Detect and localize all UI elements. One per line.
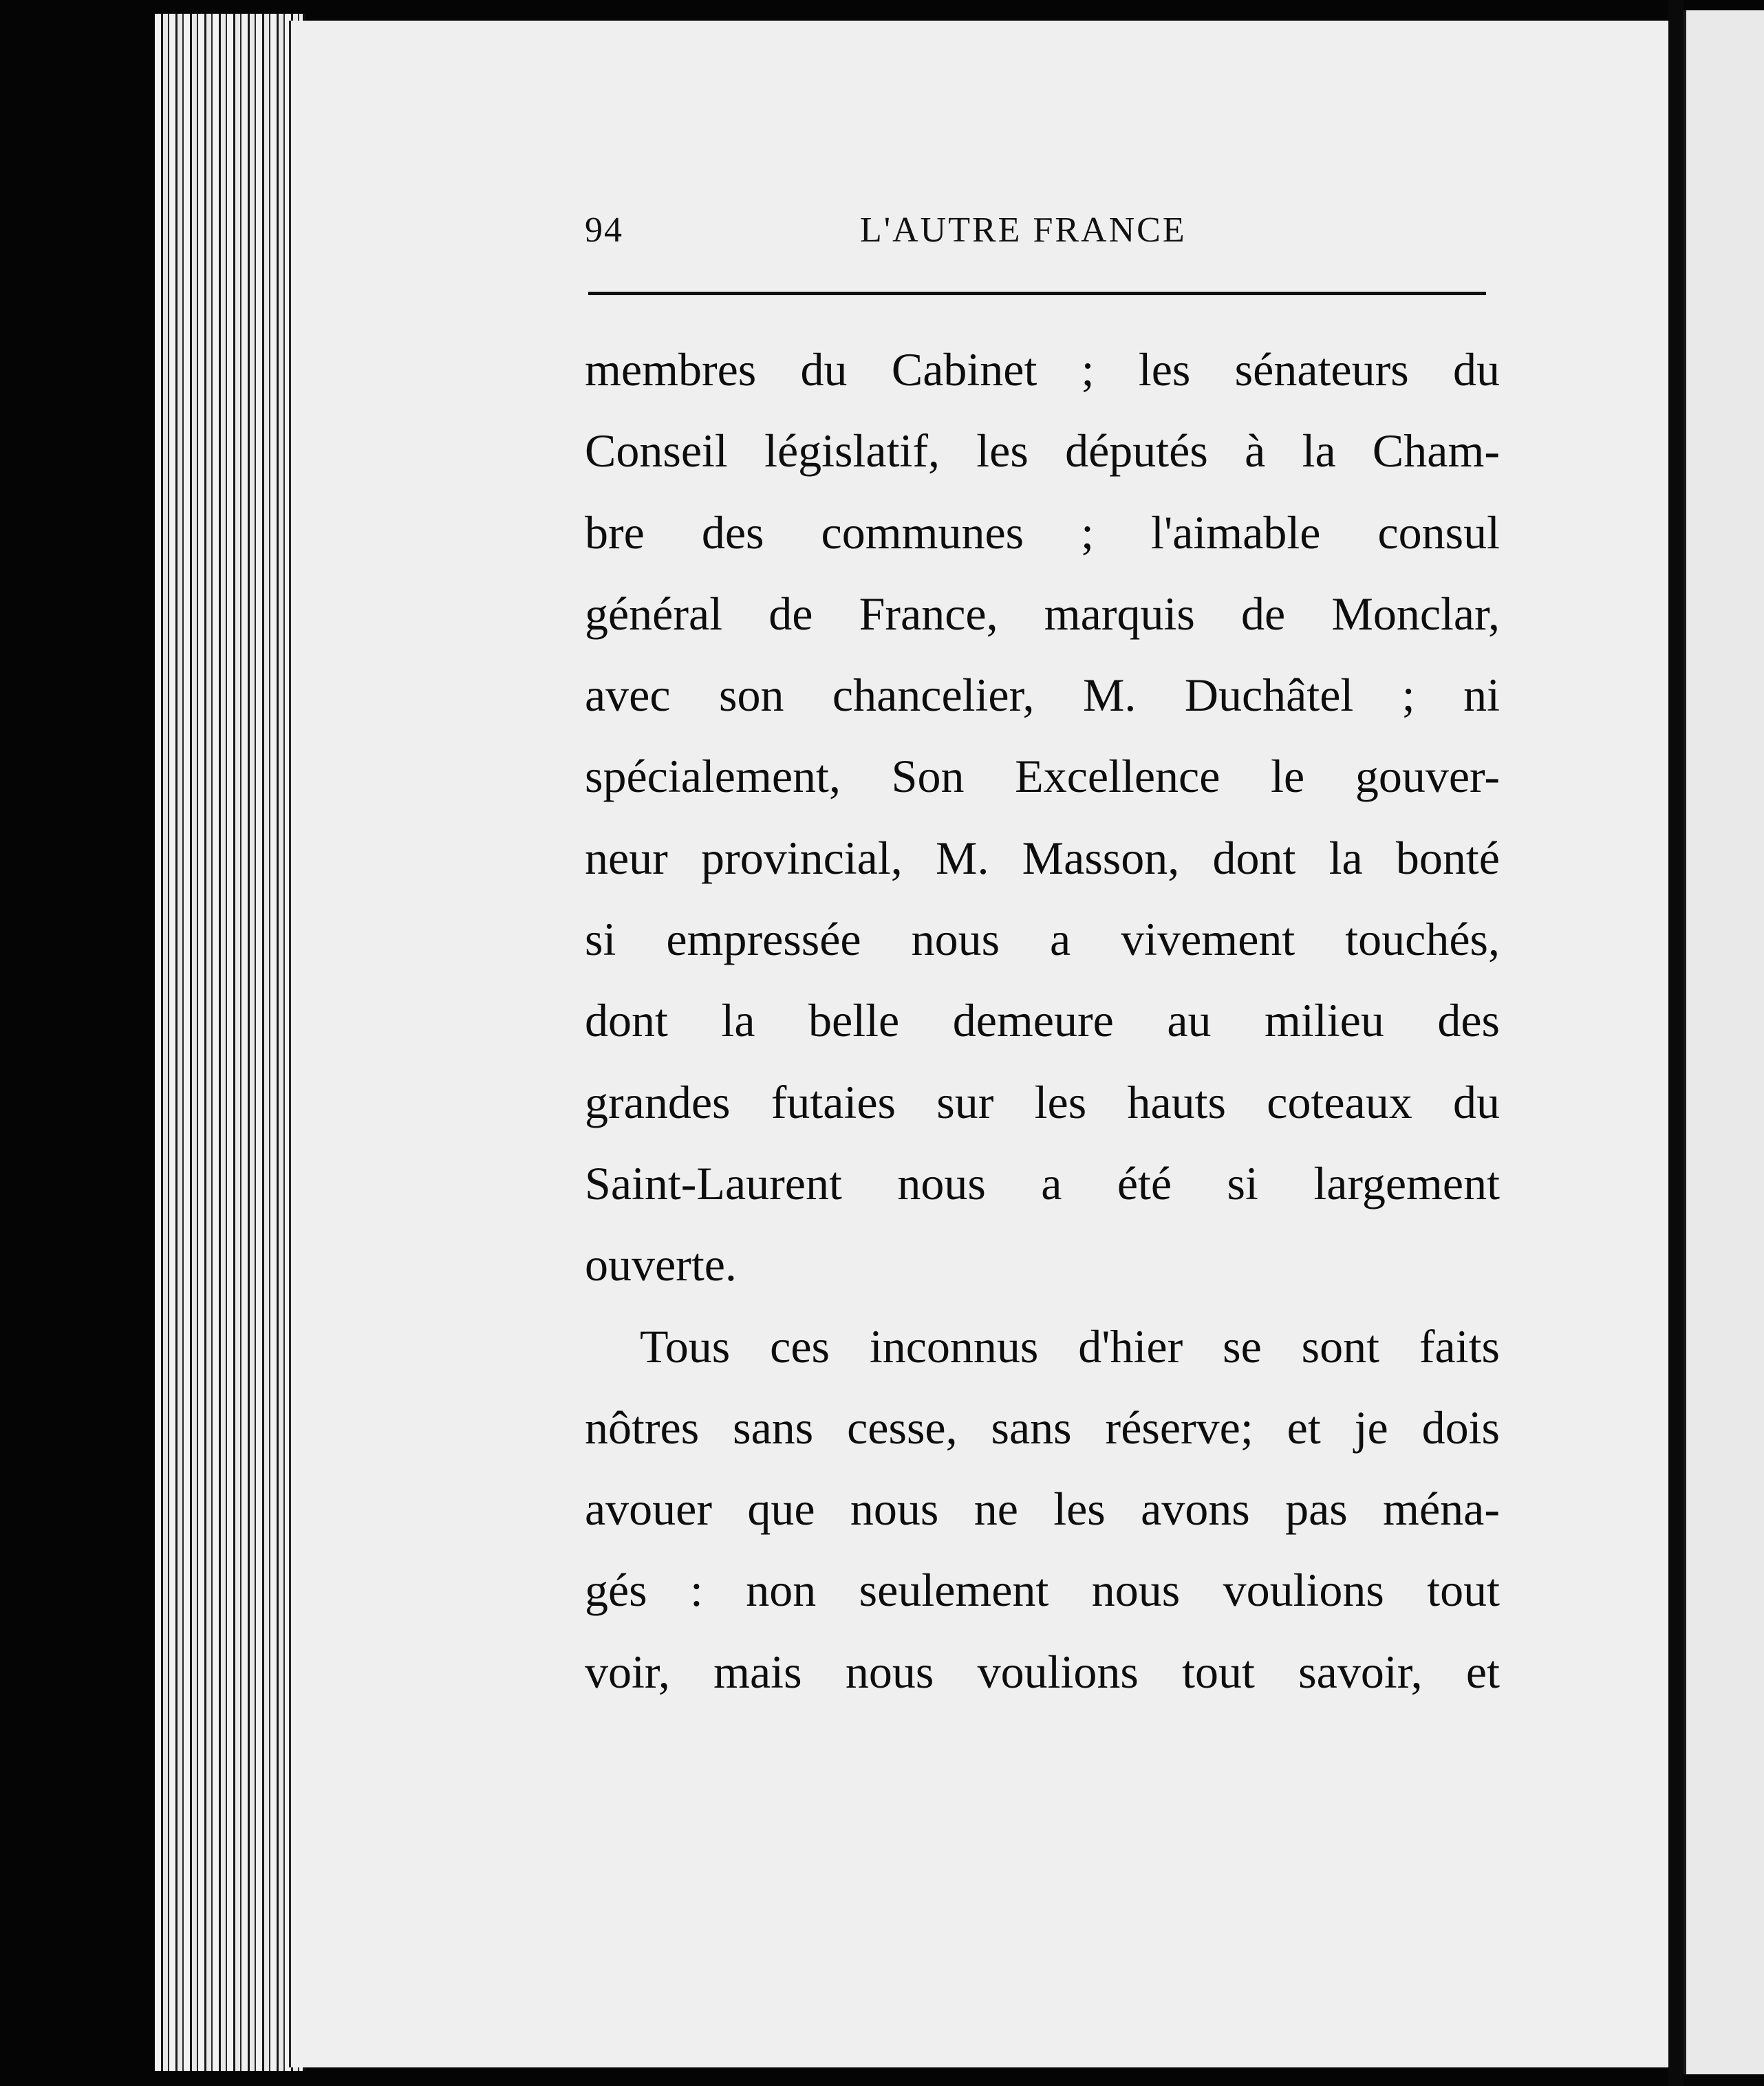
text-line: voir, mais nous voulions tout savoir, et — [585, 1645, 1500, 1698]
text-line: avec son chancelier, M. Duchâtel ; ni — [585, 669, 1500, 722]
text-line: spécialement, Son Excellence le gouver- — [585, 750, 1500, 803]
paragraph-end-line: ouverte. — [585, 1238, 737, 1291]
text-line: gés : non seulement nous voulions tout — [585, 1564, 1500, 1617]
running-title: L'AUTRE FRANCE — [860, 211, 1187, 250]
text-line: grandes futaies sur les hauts coteaux du — [585, 1075, 1500, 1128]
book-page-edges — [155, 14, 305, 2071]
text-line: dont la belle demeure au milieu des — [585, 994, 1500, 1047]
page-number: 94 — [585, 211, 623, 250]
paragraph-start-line: Tous ces inconnus d'hier se sont faits — [640, 1320, 1500, 1373]
header-rule — [588, 292, 1486, 295]
text-line: nôtres sans cesse, sans réserve; et je dois — [585, 1401, 1500, 1454]
text-line: si empressée nous a vivement touchés, — [585, 913, 1500, 966]
body-text — [585, 337, 1500, 1721]
running-head — [585, 210, 1500, 258]
text-line: bre des communes ; l'aimable consul — [585, 506, 1500, 559]
facing-page-edge — [1684, 10, 1764, 2074]
text-line: général de France, marquis de Monclar, — [585, 587, 1500, 640]
text-line: Saint-Laurent nous a été si largement — [585, 1157, 1500, 1209]
gutter-shadow — [1668, 0, 1684, 2086]
text-line: avouer que nous ne les avons pas ména- — [585, 1483, 1500, 1536]
text-line: neur provincial, M. Masson, dont la bonté — [585, 831, 1500, 884]
text-line: Conseil législatif, les députés à la Cham- — [585, 424, 1500, 477]
text-line: membres du Cabinet ; les sénateurs du — [585, 343, 1500, 396]
